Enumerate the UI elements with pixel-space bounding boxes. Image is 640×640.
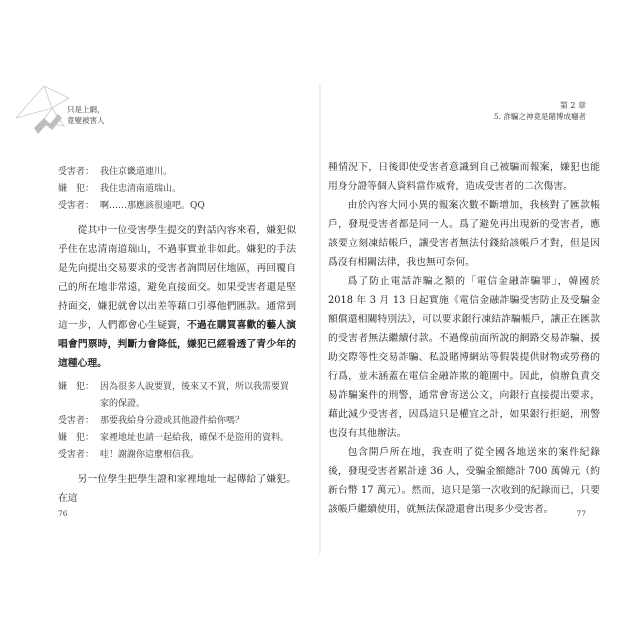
body-paragraph: [58, 221, 296, 373]
dialog-line: [58, 430, 296, 447]
dialog-speaker: 受害者：: [58, 201, 95, 211]
dialog-speaker: 受害者：: [58, 416, 95, 426]
chapter-label: 第 2 章: [559, 101, 586, 110]
dialog-speaker: 嫌 犯：: [58, 184, 95, 194]
dialog-line: [58, 181, 296, 198]
right-page-content: [328, 158, 600, 519]
book-spread: [20, 84, 620, 554]
dialog-text: 啊……那應該很遠吧。QQ: [100, 201, 205, 211]
page-gutter: [319, 84, 321, 554]
dialog-block-2: [58, 379, 296, 464]
dialog-block-1: [58, 164, 296, 215]
dialog-text: 哇！謝謝你這麼相信我。: [100, 450, 200, 460]
page-number: 76: [58, 509, 68, 518]
bold-emphasis-text: 不過在購買喜歡的藝人演唱會門票時，判斷力會降低，嫌犯已經看透了青少年的這種心理。: [58, 320, 296, 369]
running-head-line-2: 竟變被害人: [67, 116, 105, 125]
dialog-speaker: 受害者：: [58, 167, 95, 177]
dialog-speaker: 嫌 犯：: [58, 433, 95, 443]
dialog-text: 我住京畿道連川。: [100, 167, 173, 177]
running-head: [67, 104, 105, 126]
paragraph-text: 從其中一位受害學生提交的對話內容來看，嫌犯似乎住在忠清南道瑞山，不過事實並非如此。嫌犯的手法是先向提出交易要求的受害者詢問居住地區，再回覆自己的所在地非常遠，避免直接面交。如果受害者還是堅持面交，嫌犯就會以出差等藉口引導他們匯款。通常到這一步，人們都會心生疑竇，: [58, 225, 296, 331]
left-page-content: [58, 158, 296, 508]
running-head-line-1: 只是上網，: [67, 105, 105, 114]
section-title: 5. 詐騙之神竟是賭博成癮者: [493, 112, 586, 121]
page-number: 77: [576, 509, 586, 518]
body-paragraph: 另一位學生把學生證和家裡地址一起傳給了嫌犯。在這: [58, 474, 296, 504]
dialog-text: 家裡地址也請一起給我，確保不是盜用的資料。: [100, 433, 290, 443]
dialog-line: [58, 413, 296, 430]
dialog-line: [58, 379, 296, 413]
left-page: [20, 84, 318, 554]
body-paragraph: 包含開戶所在地，我查明了從全國各地送來的案件紀錄後，發現受害者累計達 36 人，受騙金額總計 700 萬韓元（約新台幣 17 萬元）。然而，這只是第一次收到的紀錄而已，只要該帳戶繼續使用，就無法保證還會出現多少受害者。: [328, 447, 600, 515]
dialog-line: [58, 164, 296, 181]
dialog-speaker: 受害者：: [58, 450, 95, 460]
running-head: [494, 100, 586, 122]
dialog-text: 我住忠清南道瑞山。: [100, 184, 182, 194]
right-page: [322, 84, 620, 554]
dialog-line: [58, 447, 296, 464]
dialog-text: 那要我給身分證或其他證件給你嗎？: [100, 416, 245, 426]
dialog-speaker: 嫌 犯：: [58, 382, 95, 392]
body-paragraph: 由於內容大同小異的報案次數不斷增加，我核對了匯款帳戶，發現受害者都是同一人。爲了避免再出現新的受害者，應該要立刻凍結帳戶，讓受害者無法付錢給該帳戶才對，但是因爲沒有相關法律，我也無可奈何。: [328, 200, 600, 268]
body-paragraph: 種情況下，日後即使受害者意識到自己被騙而報案，嫌犯也能用身分證等個人資料當作威脅，造成受害者的二次傷害。: [328, 162, 600, 192]
body-paragraph: 爲了防止電話詐騙之類的「電信金融詐騙罪」，韓國於 2018 年 3 月 13 日起實施《電信金融詐騙受害防止及受騙金額償還相關特別法》，可以要求銀行凍結詐騙帳戶，讓正在匯款的受害者無法繼續付款。不過像前面所說的網路交易詐騙、援助交際等性交易詐騙、私設賭博網站等假裝提供財物或勞務的行爲，並未涵蓋在電信金融詐欺的範圍中。因此，偵辦負責交易詐騙案件的刑警，通常會寄送公文，向銀行直接提出要求，藉此減少受害者，因爲這只是權宜之計，如果銀行拒絕，刑警也沒有其他辦法。: [328, 276, 600, 439]
dialog-line: [58, 198, 296, 215]
dialog-text: 因為很多人說要買，後來又不買，所以我需要買家的保證。: [100, 382, 290, 409]
